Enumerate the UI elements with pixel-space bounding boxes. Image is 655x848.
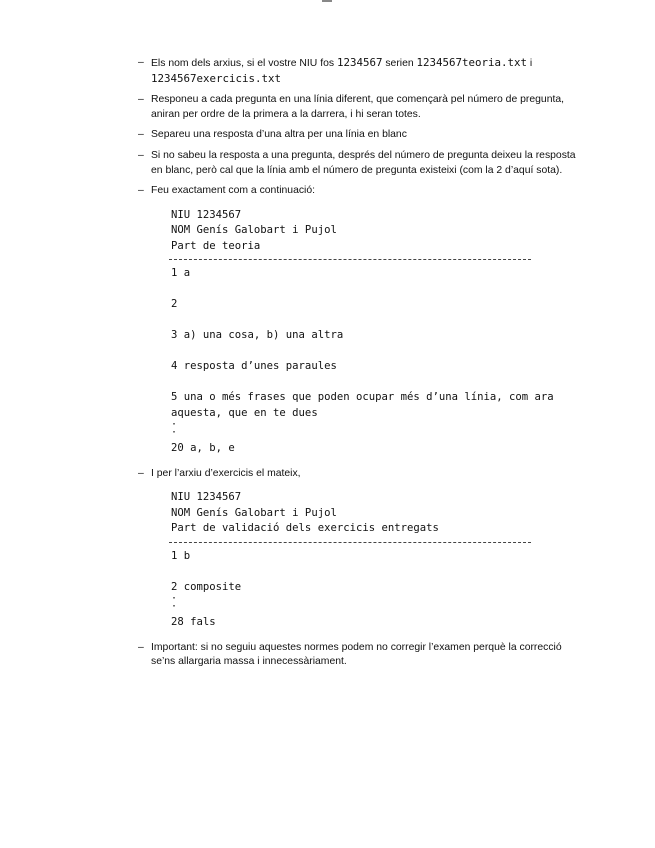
code-title-line: Part de teoria (171, 239, 261, 252)
exercises-example-block (171, 490, 580, 631)
code-answer-line: aquesta, que en te dues (171, 406, 318, 419)
bullet-exercises: – I per l’arxiu d’exercicis el mateix, NIU 1234567 NOM Genís Galobart i Pujol Part de validació dels exercicis entregats 1 b 2 composite · · 28 fals (138, 467, 580, 631)
code-ellipsis-dot: · (171, 427, 178, 439)
code-answer-line: 28 fals (171, 616, 216, 629)
code-title-line: Part de validació dels exercicis entregats (171, 522, 439, 535)
code-ellipsis-dot: · (171, 593, 178, 605)
code-ellipsis-dot: · (171, 601, 178, 613)
bullet-filenames: – Els nom dels arxius, si el vostre NIU fos 1234567 serien 1234567teoria.txt i 1234567exercicis.txt (138, 56, 580, 87)
dashed-divider (169, 259, 531, 260)
code-answer-line: 2 composite (171, 580, 242, 593)
instructions-list (138, 56, 580, 676)
code-name-line: NOM Genís Galobart i Pujol (171, 224, 337, 237)
theory-example-block (171, 208, 580, 457)
bullet-exact-format: – Feu exactament com a continuació: NIU 1234567 NOM Genís Galobart i Pujol Part de teoria 1 a 2 3 a) una cosa, b) una altra 4 resposta d’unes paraules 5 una o més frases que poden ocupar més d’una línia, com ara aquesta, que en te dues · · 20 a, b, e (138, 184, 580, 457)
bullet-unknown-answer: – Si no sabeu la resposta a una pregunta, després del número de pregunta deixeu la resposta en blanc, però cal que la línia amb el número de pregunta existeixi (com la 2 d’aquí sota). (138, 149, 580, 178)
code-ellipsis-dot: · (171, 419, 178, 431)
code-niu-line: NIU 1234567 (171, 208, 242, 221)
code-answer-line: 1 b (171, 549, 191, 562)
dashed-divider (169, 542, 531, 543)
code-name-line: NOM Genís Galobart i Pujol (171, 506, 337, 519)
code-answer-line: 20 a, b, e (171, 442, 235, 455)
bullet-blank-line: – Separeu una resposta d’una altra per una línia en blanc (138, 128, 580, 143)
code-answer-line: 1 a (171, 267, 191, 280)
code-niu-line: NIU 1234567 (171, 491, 242, 504)
bullet-important: – Important: si no seguiu aquestes normes podem no corregir l’examen perquè la correcció se’ns allargaria massa i innecessàriament. (138, 641, 580, 670)
code-answer-line: 3 a) una cosa, b) una altra (171, 329, 344, 342)
code-answer-line: 5 una o més frases que poden ocupar més d’una línia, com ara (171, 391, 554, 404)
bullet-answer-lines: – Responeu a cada pregunta en una línia diferent, que començarà pel número de pregunta, aniran per ordre de la primera a la darrera, i hi seran totes. (138, 93, 580, 122)
code-answer-line: 4 resposta d’unes paraules (171, 360, 337, 373)
top-mark (322, 0, 332, 2)
code-answer-line: 2 (171, 298, 178, 311)
